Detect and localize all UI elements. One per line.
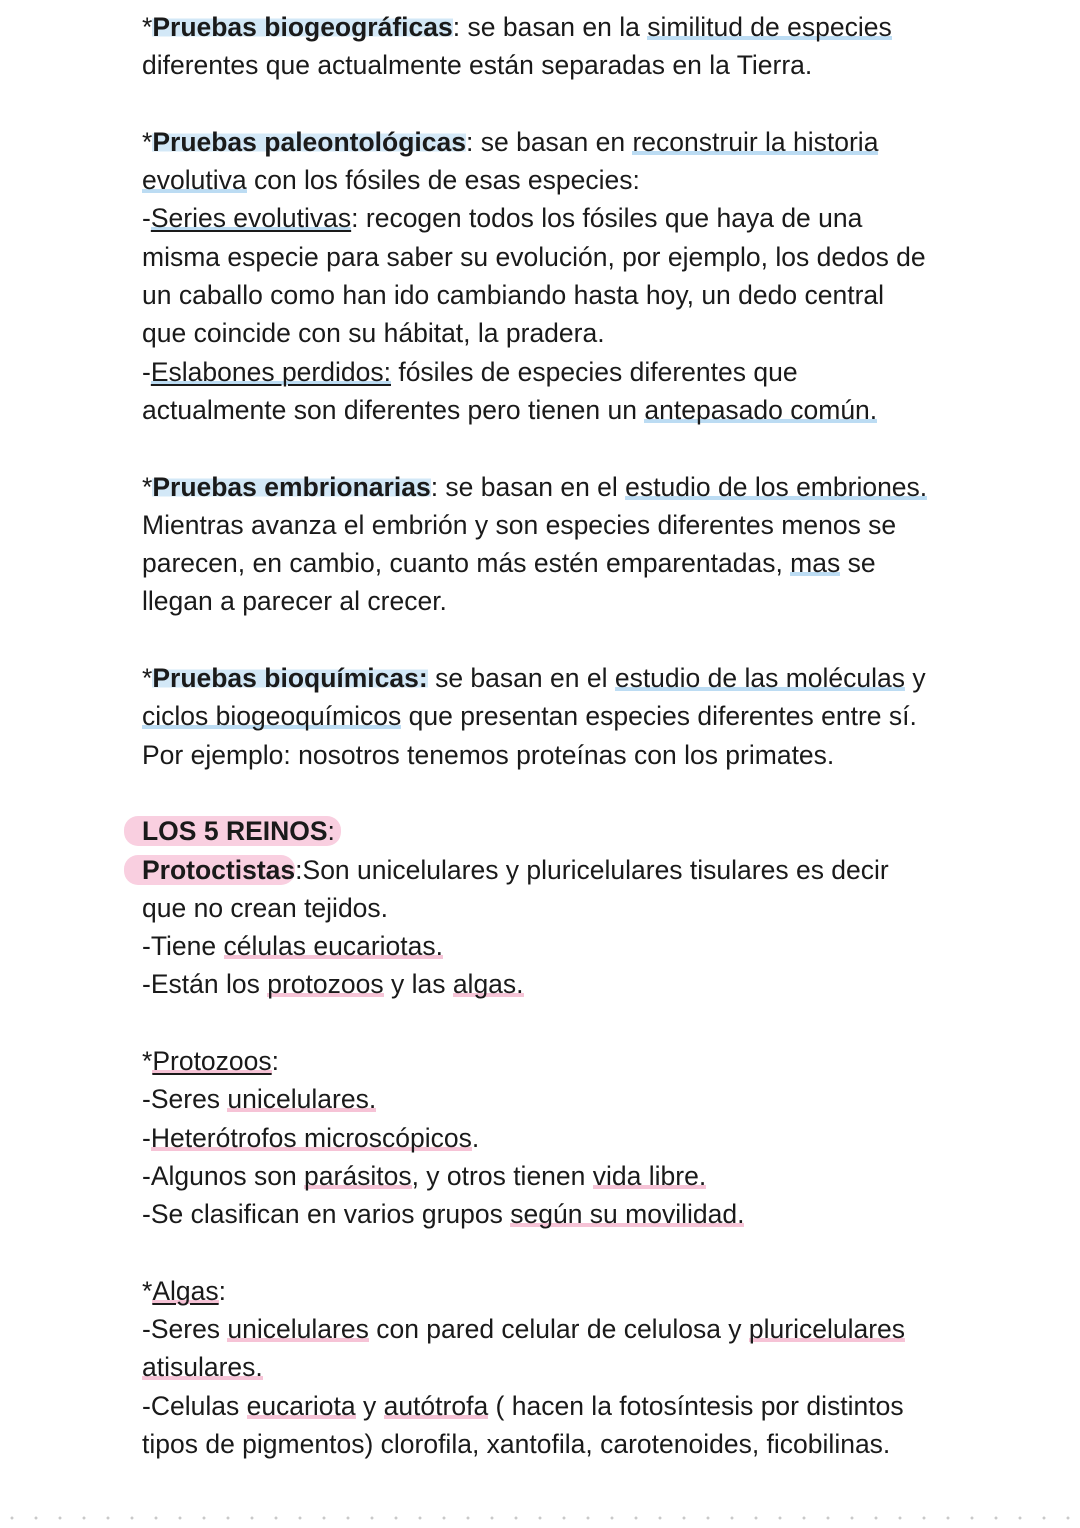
protoctistas-underlined-4a: protozoos bbox=[267, 969, 384, 1000]
dash: - bbox=[142, 356, 151, 387]
algas-line-3 bbox=[142, 1387, 1042, 1425]
embrio-title: Pruebas embrionarias bbox=[152, 471, 431, 502]
spacer bbox=[142, 1234, 1042, 1272]
series-text: : recogen todos los fósiles que haya de una bbox=[351, 203, 863, 234]
bioq-title: Pruebas bioquímicas: bbox=[152, 663, 428, 694]
algas-text-3: -Celulas bbox=[142, 1390, 247, 1421]
protoctistas-line-3 bbox=[142, 927, 1042, 965]
protozoos-text-3: -Algunos son bbox=[142, 1160, 305, 1191]
protoctistas-text-4: -Están los bbox=[142, 969, 268, 1000]
protozoos-underlined-3b: vida libre. bbox=[592, 1160, 707, 1191]
embrio-line-2: Mientras avanza el embrión y son especies diferentes menos se bbox=[142, 509, 897, 540]
algas-heading-line bbox=[142, 1272, 1042, 1310]
bullet-star: * bbox=[142, 12, 153, 42]
bullet-star: * bbox=[142, 471, 153, 502]
eslabones-text: fósiles de especies diferentes que bbox=[390, 356, 798, 387]
bioq-text-b: y bbox=[905, 663, 926, 694]
bullet-star: * bbox=[142, 1275, 153, 1306]
algas-underlined-3a: eucariota bbox=[246, 1390, 356, 1421]
protozoos-period: . bbox=[471, 1122, 480, 1153]
algas-underlined-3b: autótrofa bbox=[383, 1390, 489, 1421]
algas-line-1 bbox=[142, 1310, 1042, 1348]
embrio-line-4: llegan a parecer al crecer. bbox=[142, 586, 447, 617]
biogeo-underlined: similitud de especies bbox=[647, 12, 892, 42]
protozoos-line-4 bbox=[142, 1195, 1042, 1233]
bullet-star: * bbox=[142, 126, 153, 157]
algas-text-3c: ( hacen la fotosíntesis por distintos bbox=[488, 1390, 904, 1421]
eslabones-term: Eslabones perdidos: bbox=[150, 356, 391, 387]
paleo-text-2: con los fósiles de esas especies: bbox=[246, 165, 640, 196]
page-bottom-dotted-border bbox=[0, 1516, 1080, 1520]
eslabones-text-2: actualmente son diferentes pero tienen un bbox=[142, 394, 645, 425]
reinos-heading bbox=[124, 816, 341, 846]
protoctistas-line-2: que no crean tejidos. bbox=[142, 892, 389, 923]
series-line-4: que coincide con su hábitat, la pradera. bbox=[142, 318, 605, 349]
series-line-3: un caballo como han ido cambiando hasta hoy, un dedo central bbox=[142, 280, 885, 311]
protozoos-line-2 bbox=[142, 1119, 1042, 1157]
biogeo-line-1 bbox=[142, 8, 1042, 46]
biogeo-title: Pruebas biogeográficas bbox=[152, 12, 453, 42]
embrio-text: : se basan en el bbox=[430, 471, 626, 502]
series-line-2: misma especie para saber su evolución, por ejemplo, los dedos de bbox=[142, 241, 926, 272]
protoctistas-line-4 bbox=[142, 965, 1042, 1003]
embrio-line-3 bbox=[142, 544, 1042, 582]
series-term: Series evolutivas bbox=[150, 203, 352, 234]
bullet-star: * bbox=[142, 1046, 153, 1077]
bullet-star: * bbox=[142, 663, 153, 694]
spacer bbox=[142, 1004, 1042, 1042]
algas-underlined-1a: unicelulares bbox=[227, 1314, 369, 1345]
algas-line-4: tipos de pigmentos) clorofila, xantofila, carotenoides, ficobilinas. bbox=[142, 1428, 891, 1459]
embrio-underlined-3: mas bbox=[790, 548, 841, 579]
protozoos-title: Protozoos bbox=[152, 1046, 272, 1077]
algas-line-2 bbox=[142, 1348, 1042, 1386]
bioq-line-2 bbox=[142, 697, 1042, 735]
biogeo-line-2: diferentes que actualmente están separadas en la Tierra. bbox=[142, 50, 813, 81]
protozoos-line-1 bbox=[142, 1080, 1042, 1118]
bioq-text: se basan en el bbox=[427, 663, 615, 694]
reinos-colon: : bbox=[327, 816, 335, 847]
protoctistas-title: Protoctistas bbox=[124, 855, 295, 885]
protoctistas-underlined-4b: algas. bbox=[452, 969, 524, 1000]
embrio-line-1 bbox=[142, 468, 1042, 506]
algas-text-1: -Seres bbox=[142, 1314, 228, 1345]
protozoos-underlined-3a: parásitos bbox=[304, 1160, 412, 1191]
protozoos-colon: : bbox=[271, 1046, 280, 1077]
algas-text-3b: y bbox=[355, 1390, 384, 1421]
embrio-text-3: parecen, en cambio, cuanto más estén emparentadas, bbox=[142, 548, 791, 579]
paleo-underlined-2: evolutiva bbox=[142, 165, 247, 196]
bioq-underlined: estudio de las moléculas bbox=[614, 663, 906, 694]
protoctistas-text: :Son unicelulares y pluricelulares tisulares es decir bbox=[295, 854, 889, 885]
spacer bbox=[142, 774, 1042, 812]
protozoos-text-1: -Seres bbox=[142, 1084, 228, 1115]
reinos-title: LOS 5 REINOS bbox=[142, 816, 328, 847]
paleo-title: Pruebas paleontológicas bbox=[152, 126, 466, 157]
protoctistas-line-1 bbox=[142, 851, 1042, 889]
notes-page bbox=[142, 8, 1042, 1463]
eslabones-underlined: antepasado común. bbox=[644, 394, 878, 425]
embrio-underlined: estudio de los embriones. bbox=[625, 471, 928, 502]
spacer bbox=[142, 621, 1042, 659]
algas-underlined-1b: pluricelulares bbox=[748, 1314, 906, 1345]
eslabones-line-1 bbox=[142, 353, 1042, 391]
algas-underlined-2: atisulares. bbox=[142, 1352, 263, 1383]
eslabones-line-2 bbox=[142, 391, 1042, 429]
algas-text-1b: con pared celular de celulosa y bbox=[368, 1314, 749, 1345]
paleo-line-1 bbox=[142, 123, 1042, 161]
protozoos-underlined-2: Heterótrofos microscópicos bbox=[150, 1122, 472, 1153]
bioq-text-2: que presentan especies diferentes entre sí. bbox=[401, 701, 917, 732]
paleo-text: : se basan en bbox=[466, 126, 633, 157]
algas-colon: : bbox=[218, 1275, 226, 1306]
protozoos-text-3b: , y otros tienen bbox=[411, 1160, 593, 1191]
protoctistas-underlined-3: células eucariotas. bbox=[223, 931, 443, 962]
dash: - bbox=[142, 1122, 151, 1153]
series-line-1 bbox=[142, 199, 1042, 237]
protozoos-heading-line bbox=[142, 1042, 1042, 1080]
bioq-underlined-2: ciclos biogeoquímicos bbox=[142, 701, 402, 732]
protoctistas-text-4b: y las bbox=[383, 969, 453, 1000]
spacer bbox=[142, 85, 1042, 123]
paleo-underlined: reconstruir la historia bbox=[632, 126, 879, 157]
protozoos-underlined-1: unicelulares. bbox=[227, 1084, 377, 1115]
embrio-text-3b: se bbox=[840, 548, 876, 579]
reinos-heading-line bbox=[142, 812, 1042, 850]
protozoos-text-4: -Se clasifican en varios grupos bbox=[142, 1199, 511, 1230]
spacer bbox=[142, 429, 1042, 467]
bioq-line-1 bbox=[142, 659, 1042, 697]
protoctistas-text-3: -Tiene bbox=[142, 931, 224, 962]
protozoos-underlined-4: según su movilidad. bbox=[510, 1199, 745, 1230]
algas-title: Algas bbox=[152, 1275, 219, 1306]
bioq-line-3: Por ejemplo: nosotros tenemos proteínas con los primates. bbox=[142, 739, 835, 770]
paleo-line-2 bbox=[142, 161, 1042, 199]
protozoos-line-3 bbox=[142, 1157, 1042, 1195]
biogeo-text: : se basan en la bbox=[452, 12, 648, 42]
dash: - bbox=[142, 203, 151, 234]
